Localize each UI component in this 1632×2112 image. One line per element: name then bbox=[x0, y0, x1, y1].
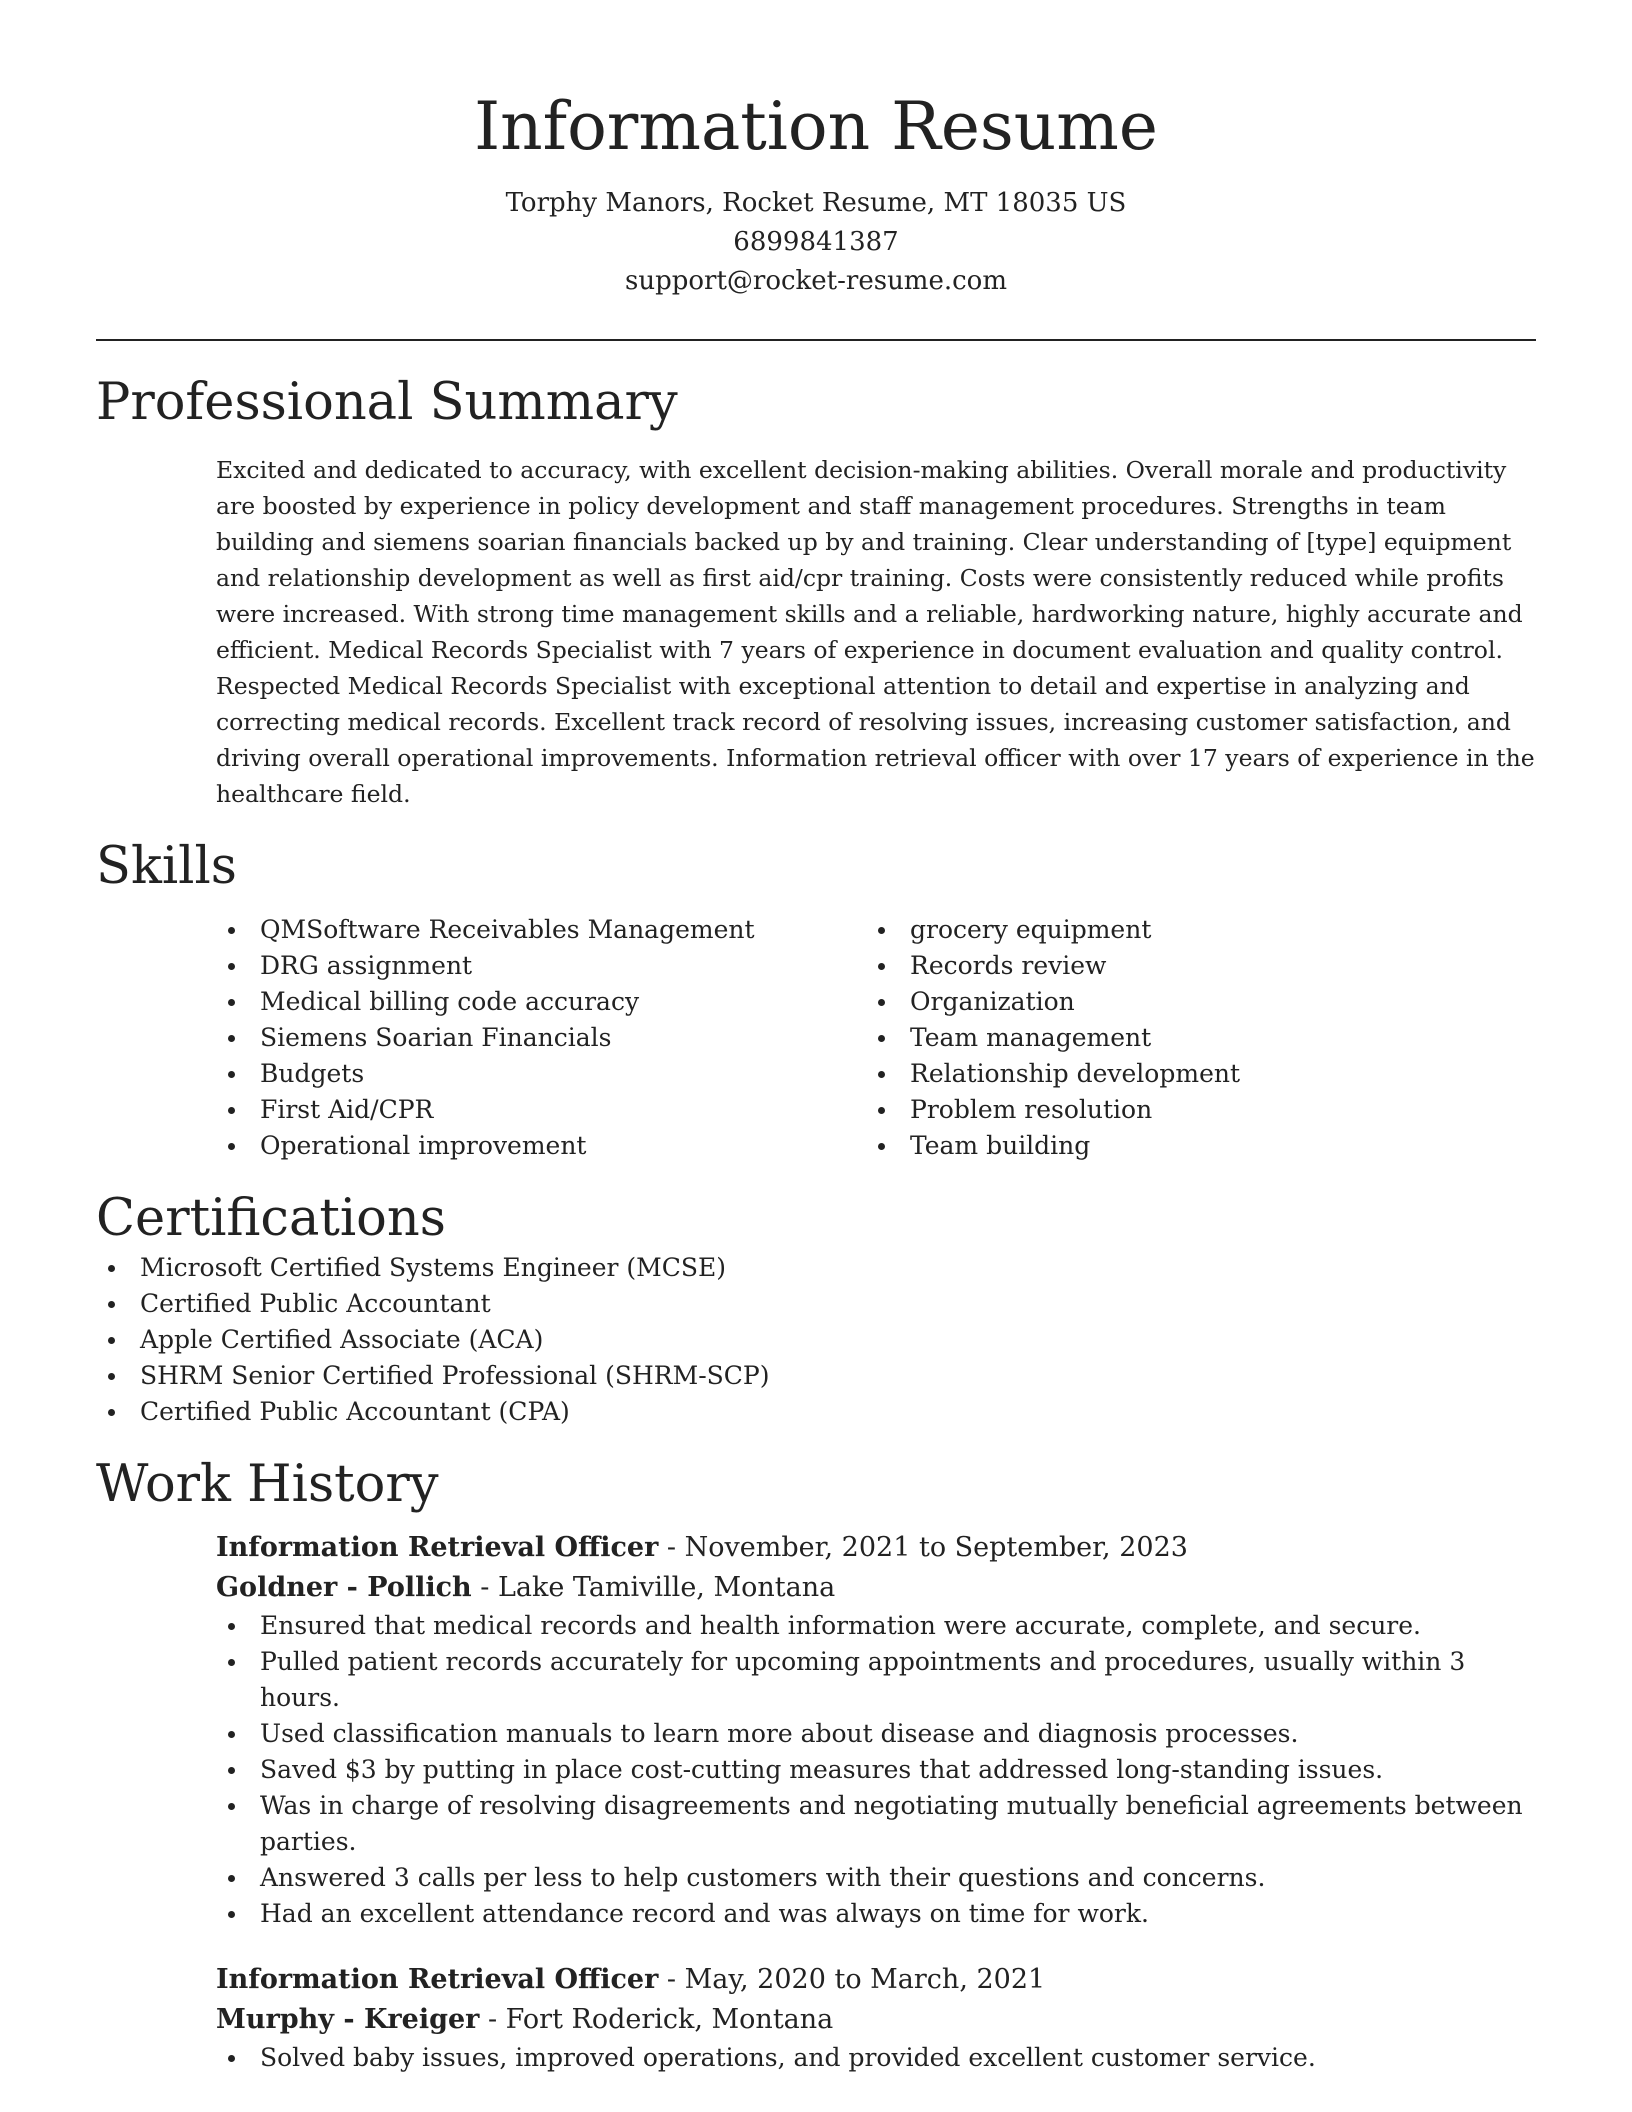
skills-list-left bbox=[216, 912, 866, 1164]
job-title: Information Retrieval Officer bbox=[216, 1532, 659, 1563]
skill-item: Siemens Soarian Financials bbox=[216, 1020, 866, 1056]
certification-item: Certified Public Accountant bbox=[96, 1286, 1536, 1322]
certifications-section bbox=[96, 1188, 1536, 1430]
job-duties-list bbox=[216, 1608, 1536, 1932]
summary-text: Excited and dedicated to accuracy, with excellent decision-making abilities. Overall morale and productivity are boosted by experience in policy development and staff management procedures. Strengths in team building and siemens soarian financials backed up by and training. Clear understanding of [type] equipment and relationship development as well as first aid/cpr training. Costs were consistently reduced while profits were increased. With strong time management skills and a reliable, hardworking nature, highly accurate and efficient. Medical Records Specialist with 7 years of experience in document evaluation and quality control. Respected Medical Records Specialist with exceptional attention to detail and expertise in analyzing and correcting medical records. Excellent track record of resolving issues, increasing customer satisfaction, and driving overall operational improvements. Information retrieval officer with over 17 years of experience in the healthcare field. bbox=[216, 456, 1535, 808]
work-history-heading: Work History bbox=[96, 1455, 439, 1514]
skill-item: grocery equipment bbox=[866, 912, 1516, 948]
job-company: Goldner - Pollich bbox=[216, 1572, 472, 1603]
summary-heading: Professional Summary bbox=[96, 373, 678, 432]
certification-item: Apple Certified Associate (ACA) bbox=[96, 1322, 1536, 1358]
phone: 6899841387 bbox=[733, 227, 899, 257]
job-location: - Lake Tamiville, Montana bbox=[471, 1572, 836, 1603]
job-duty-item: Was in charge of resolving disagreements and negotiating mutually beneficial agreements between parties. bbox=[216, 1788, 1536, 1860]
skill-item: QMSoftware Receivables Management bbox=[216, 912, 866, 948]
skill-item: Team building bbox=[866, 1128, 1516, 1164]
job-duty-item: Saved $3 by putting in place cost-cutting measures that addressed long-standing issues. bbox=[216, 1752, 1536, 1788]
job-location: - Fort Roderick, Montana bbox=[479, 2004, 834, 2035]
certification-item: Certified Public Accountant (CPA) bbox=[96, 1394, 1536, 1430]
job-company-line bbox=[216, 2000, 1536, 2040]
skill-item: Medical billing code accuracy bbox=[216, 984, 866, 1020]
job-title-line bbox=[216, 1960, 1536, 2000]
job-dates: - May, 2020 to March, 2021 bbox=[658, 1964, 1046, 1995]
job-duty-item: Solved baby issues, improved operations, and provided excellent customer service. bbox=[216, 2040, 1536, 2076]
summary-section bbox=[96, 372, 1536, 812]
skills-list-right bbox=[866, 912, 1516, 1164]
job-dates: - November, 2021 to September, 2023 bbox=[658, 1532, 1188, 1563]
job-title-line bbox=[216, 1528, 1536, 1568]
certification-item: SHRM Senior Certified Professional (SHRM-SCP) bbox=[96, 1358, 1536, 1394]
job-duty-item: Ensured that medical records and health information were accurate, complete, and secure. bbox=[216, 1608, 1536, 1644]
job-duty-item: Answered 3 calls per less to help customers with their questions and concerns. bbox=[216, 1860, 1536, 1896]
skill-item: DRG assignment bbox=[216, 948, 866, 984]
resume-header bbox=[96, 84, 1536, 301]
email: support@rocket-resume.com bbox=[624, 266, 1007, 296]
skill-item: Operational improvement bbox=[216, 1128, 866, 1164]
skill-item: Budgets bbox=[216, 1056, 866, 1092]
certification-item: Microsoft Certified Systems Engineer (MCSE) bbox=[96, 1250, 1536, 1286]
certifications-list bbox=[96, 1250, 1536, 1430]
skill-item: Relationship development bbox=[866, 1056, 1516, 1092]
job-entry bbox=[216, 1528, 1536, 1932]
skills-section bbox=[96, 836, 1536, 1164]
header-divider bbox=[96, 339, 1536, 341]
job-duties-list bbox=[216, 2040, 1536, 2076]
job-company-line bbox=[216, 1568, 1536, 1608]
skill-item: Problem resolution bbox=[866, 1092, 1516, 1128]
skill-item: Organization bbox=[866, 984, 1516, 1020]
skills-columns bbox=[216, 912, 1536, 1164]
work-history-section bbox=[96, 1454, 1536, 2076]
resume-title: Information Resume bbox=[474, 88, 1158, 165]
job-entry bbox=[216, 1960, 1536, 2076]
certifications-heading: Certifications bbox=[96, 1189, 446, 1248]
job-duty-item: Had an excellent attendance record and was always on time for work. bbox=[216, 1896, 1536, 1932]
address: Torphy Manors, Rocket Resume, MT 18035 US bbox=[505, 188, 1127, 218]
skill-item: Records review bbox=[866, 948, 1516, 984]
skill-item: First Aid/CPR bbox=[216, 1092, 866, 1128]
job-duty-item: Pulled patient records accurately for upcoming appointments and procedures, usually within 3 hours. bbox=[216, 1644, 1536, 1716]
job-company: Murphy - Kreiger bbox=[216, 2004, 480, 2035]
job-title: Information Retrieval Officer bbox=[216, 1964, 659, 1995]
skill-item: Team management bbox=[866, 1020, 1516, 1056]
skills-heading: Skills bbox=[96, 837, 237, 896]
resume-page bbox=[96, 0, 1536, 2076]
job-duty-item: Used classification manuals to learn more about disease and diagnosis processes. bbox=[216, 1716, 1536, 1752]
